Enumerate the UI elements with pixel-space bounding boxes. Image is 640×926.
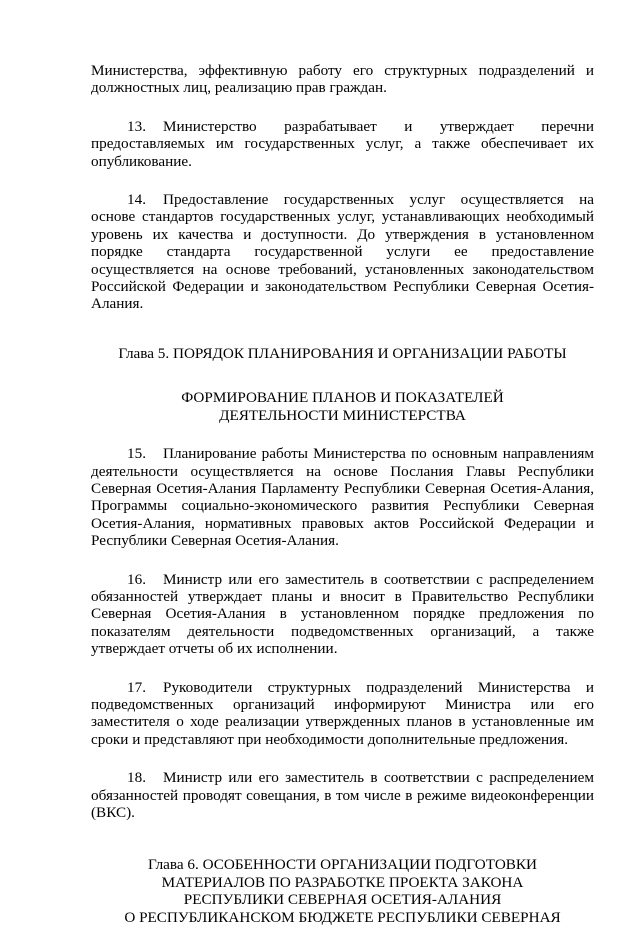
document-page (91, 62, 594, 926)
subtitle-line-1: ФОРМИРОВАНИЕ ПЛАНОВ И ПОКАЗАТЕЛЕЙ (181, 389, 504, 407)
paragraph-number: 15. (127, 445, 146, 463)
chapter-6-line-1: Глава 6. ОСОБЕННОСТИ ОРГАНИЗАЦИИ ПОДГОТОВКИ (147, 856, 538, 874)
paragraph-15 (91, 445, 594, 549)
paragraph-number: 18. (127, 769, 146, 787)
paragraph-13 (91, 118, 594, 170)
paragraph-text: Министерство разрабатывает и утверждает перечни предоставляемых им государственных услуг, а также обеспечивает их опубликование. (91, 117, 594, 170)
paragraph-text: Министр или его заместитель в соответствии с распределением обязанностей утверждает планы и вносит в Правительство Республики Северная Осетия-Алания в установленном порядке предложения по показателям деятельности подведомственных организаций, а также утверждает отчеты об их исполнении. (91, 570, 594, 658)
paragraph-continuation: Министерства, эффективную работу его структурных подразделений и должностных лиц, реализацию прав граждан. (91, 62, 594, 97)
paragraph-number: 14. (127, 191, 146, 209)
paragraph-text: Руководители структурных подразделений Министерства и подведомственных организаций информируют Министра или его заместителя о ходе реализации утвержденных планов в установленные им сроки и представляют при необходимости дополнительные предложения. (91, 678, 594, 748)
subtitle-line-2: ДЕЯТЕЛЬНОСТИ МИНИСТЕРСТВА (219, 406, 466, 424)
paragraph-14 (91, 191, 594, 313)
paragraph-number: 17. (127, 678, 146, 696)
chapter-6-line-3: РЕСПУБЛИКИ СЕВЕРНАЯ ОСЕТИЯ-АЛАНИЯ (183, 891, 502, 909)
paragraph-text: Министр или его заместитель в соответствии с распределением обязанностей проводят совещания, в том числе в режиме видеоконференции (ВКС). (91, 769, 594, 821)
chapter-6-line-4: О РЕСПУБЛИКАНСКОМ БЮДЖЕТЕ РЕСПУБЛИКИ СЕВЕРНАЯ (124, 908, 561, 926)
paragraph-17 (91, 679, 594, 749)
paragraph-16 (91, 571, 594, 658)
paragraph-text: Предоставление государственных услуг осуществляется на основе стандартов государственных услуг, устанавливающих необходимый уровень их качества и доступности. До утверждения в установленном порядке стандарта государственной услуги ее предоставление осуществляется на основе требований, установленных законодательством Российской Федерации и законодательством Республики Северная Осетия-Алания. (91, 191, 594, 313)
paragraph-number: 16. (127, 570, 146, 588)
paragraph-number: 13. (127, 117, 146, 135)
chapter-5-subtitle (91, 389, 594, 424)
chapter-5-title: Глава 5. ПОРЯДОК ПЛАНИРОВАНИЯ И ОРГАНИЗАЦИИ РАБОТЫ (118, 344, 567, 362)
paragraph-18 (91, 769, 594, 821)
chapter-6-title (91, 856, 594, 926)
paragraph-text: Планирование работы Министерства по основным направлениям деятельности осуществляется на основе Послания Главы Республики Северная Осетия-Алания Парламенту Республики Северная Осетия-Алания, Программы социально-экономического развития Республики Северная Осетия-Алания, нормативных правовых актов Российской Федерации и Республики Северная Осетия-Алания. (91, 445, 594, 550)
chapter-6-line-2: МАТЕРИАЛОВ ПО РАЗРАБОТКЕ ПРОЕКТА ЗАКОНА (161, 873, 524, 891)
